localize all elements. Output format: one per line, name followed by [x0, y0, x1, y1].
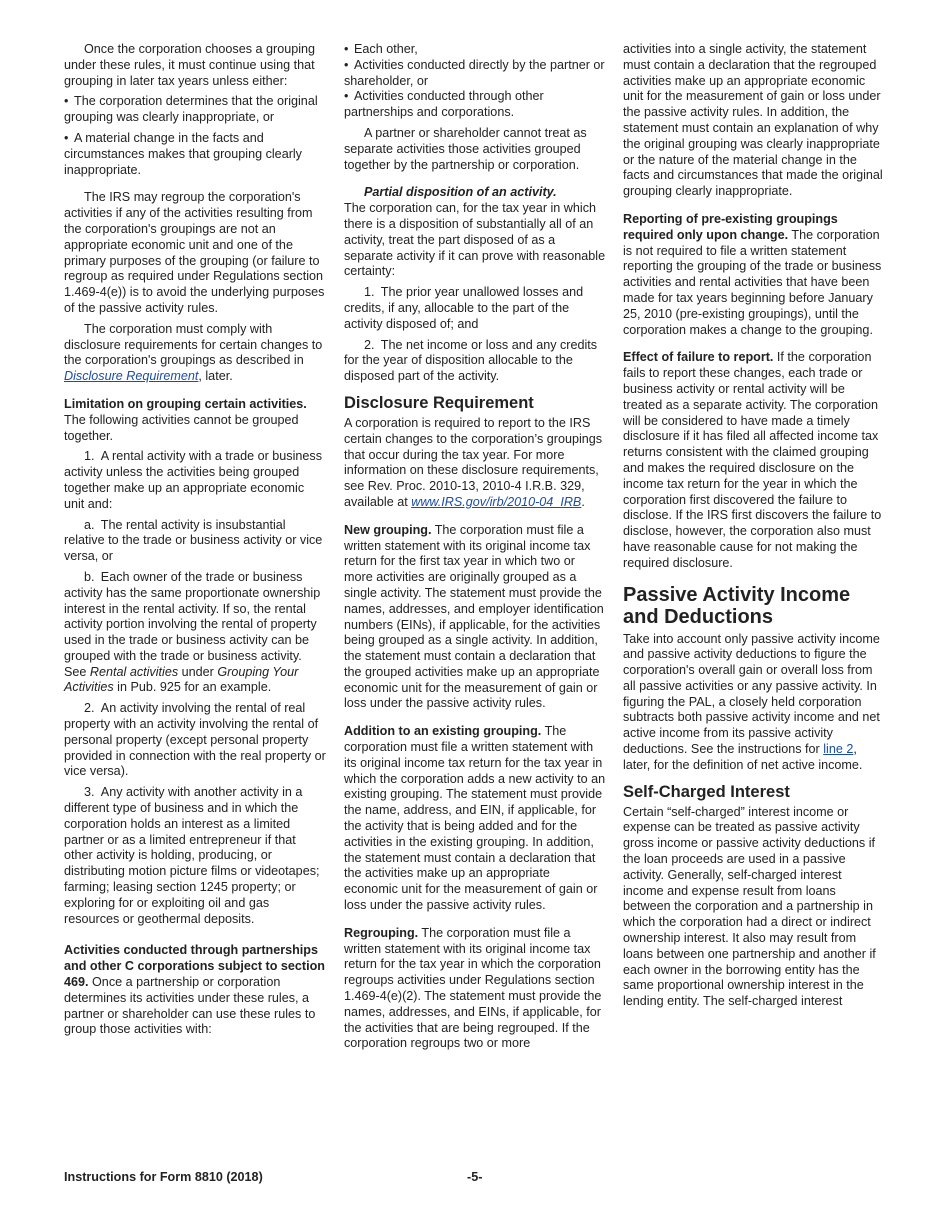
column-2	[344, 42, 606, 1057]
paragraph: A partner or shareholder cannot treat as separate activities those activities grouped together by the partnership or corporation.	[344, 125, 587, 172]
paragraph: Activities conducted through partnerships and other C corporations subject to section 469. Once a partnership or corporation determines its activities under these rules, a partner or shareholder can use these rules to group those activities with:	[64, 943, 326, 1037]
form-title: Instructions for Form 8810 (2018)	[64, 1170, 263, 1184]
numbered-item: 1. The prior year unallowed losses and credits, if any, allocable to the part of the activity disposed of; and	[344, 285, 584, 331]
paragraph: New grouping. The corporation must file a written statement with its original income tax return for the first tax year in which two or more activities are originally grouped as a single activity. The statement must provide the names, addresses, and employer identification numbers (EINs), if applicable, for the activities being grouped as a single activity. In addition, the statement must contain a declaration that the grouped activities make up an appropriate economic unit for the measurement of gain or loss under the passive activity rules.	[344, 522, 604, 711]
paragraph: Effect of failure to report. If the corporation fails to report these changes, each trade or business activity or rental activity will be treated as a separate activity. The corporation will be considered to have made a timely disclosure if it has filed all affected income tax returns consistent with the claimed grouping and makes the required disclosure on the income tax return for the year in which the corporation first discovered the failure to disclose. If the IRS first discovers the failure to disclose, however, the corporation also must have reasonable cause for not making the required disclosure.	[623, 350, 882, 570]
section-heading: Disclosure Requirement	[344, 393, 534, 412]
paragraph: Regrouping. The corporation must file a written statement with its original income tax return for the tax year in which the corporation regroups activities under Regulations section 1.469-4(e)(2). The statement must provide the names, addresses, and EINs, if applicable, for the activities that are being regrouped. If the corporation regroups two or more	[344, 925, 602, 1051]
bullet-item: • A material change in the facts and circumstances makes that grouping clearly inappropriate.	[64, 130, 302, 177]
paragraph: Take into account only passive activity income and passive activity deductions to figure the corporation's overall gain or overall loss from all passive activities or any passive activity. In figuring the PAL, a closely held corporation subtracts both passive activity income and net active income from its passive activity deductions. See the instructions for line 2, later, for the definition of net active income.	[623, 631, 880, 772]
run-in-heading: Regrouping.	[344, 925, 419, 940]
paragraph: The corporation can, for the tax year in which there is a disposition of substantially all of an activity, treat the part disposed of as a separate activity if it can prove with reasonable certainty:	[344, 201, 606, 279]
bullet-item: • Activities conducted directly by the partner or shareholder, or	[344, 57, 605, 88]
bullet-item: • Activities conducted through other partnerships and corporations.	[344, 89, 544, 120]
run-in-heading: Effect of failure to report.	[623, 350, 774, 365]
section-heading: Self-Charged Interest	[623, 782, 790, 801]
line-2-link[interactable]: line 2	[823, 742, 854, 757]
paragraph: Reporting of pre-existing groupings required only upon change. The corporation is not required to file a written statement reporting the grouping of the trade or business activities and rental activities that have been made for tax years beginning before January 25, 2010 (pre-existing groupings), until the corporation makes a change to the grouping.	[623, 211, 882, 337]
run-in-heading: Activities conducted through partnerships and other C corporations subject to section 469.	[64, 943, 326, 990]
section-heading: Passive Activity Income and Deductions	[623, 583, 851, 628]
bullet-icon: •	[64, 94, 69, 109]
column-1	[64, 42, 326, 1043]
page-number: -5-	[467, 1170, 483, 1184]
lettered-item: b. Each owner of the trade or business activity has the same proportionate ownership interest in the rental activity. If so, the rental activity portion involving the rental of property used in the trade or business activity can be grouped with the trade or business activity. See Rental activities under Grouping Your Activities in Pub. 925 for an example.	[64, 569, 321, 695]
lettered-item: a. The rental activity is insubstantial relative to the trade or business activity or vice versa, or	[64, 517, 323, 564]
run-in-heading: New grouping.	[344, 522, 432, 537]
column-3	[623, 42, 885, 1015]
run-in-heading: Limitation on grouping certain activities.	[64, 396, 307, 411]
paragraph: The IRS may regroup the corporation's activities if any of the activities resulting from the corporation's groupings are not an appropriate economic unit and one of the primary purposes of the grouping (or failure to regroup as required under Regulations section 1.469-4(e)) is to avoid the underlying purposes of the passive activity rules.	[64, 190, 325, 315]
run-in-heading: Partial disposition of an activity.	[364, 185, 557, 200]
bullet-icon: •	[344, 42, 349, 56]
irb-link[interactable]: www.IRS.gov/irb/2010-04_IRB	[411, 494, 582, 509]
bullet-icon: •	[344, 89, 349, 104]
paragraph: Once the corporation chooses a grouping under these rules, it must continue using that grouping in later tax years unless either:	[64, 42, 316, 88]
disclosure-requirement-link[interactable]: Disclosure Requirement	[64, 369, 199, 384]
run-in-heading: Reporting of pre-existing groupings required only upon change.	[623, 211, 838, 242]
bullet-item: • Each other,	[344, 42, 418, 56]
numbered-item: 2. The net income or loss and any credits for the year of disposition allocable to the disposed part of the activity.	[344, 337, 598, 384]
numbered-item: 3. Any activity with another activity in a different type of business and in which the corporation holds an interest as a limited partner or as a limited entrepreneur if that other activity is holding, producing, or distributing motion picture films or videotapes; farming; leasing section 1245 property; or exploring for or exploiting oil and gas resources or geothermal deposits.	[64, 785, 320, 926]
numbered-item: 2. An activity involving the rental of real property with an activity involving the rental of personal property (except personal property provided in connection with the real property or vice versa).	[64, 701, 326, 779]
paragraph: Addition to an existing grouping. The corporation must file a written statement with its original income tax return for the tax year in which the corporation adds a new activity to an existing grouping. The statement must provide the name, address, and EIN, if applicable, for the activity that is being added and for the activities in the existing grouping. In addition, the statement must contain a declaration that the activities make up an appropriate economic unit for the measurement of gain or loss under the passive activity rules.	[344, 724, 606, 913]
paragraph: Limitation on grouping certain activities. The following activities cannot be grouped together.	[64, 396, 307, 443]
paragraph: The corporation must comply with disclosure requirements for certain changes to the corporation's groupings as described in Disclosure Requirement, later.	[64, 321, 323, 384]
run-in-heading: Addition to an existing grouping.	[344, 724, 542, 739]
bullet-icon: •	[344, 57, 349, 72]
bullet-icon: •	[64, 130, 69, 145]
paragraph: Certain “self-charged” interest income or expense can be treated as passive activity gross income or passive activity deductions if the loan proceeds are used in a passive activity. Generally, self-charged interest income and expense result from loans between the corporation and a partnership in which the corporation had a direct or indirect ownership interest. It also may result from loans between one partnership and another if each owner in the borrowing entity has the same proportional ownership interest in the lending entity. The self-charged interest	[623, 804, 876, 1009]
paragraph: A corporation is required to report to the IRS certain changes to the corporation’s groupings that occur during the tax year. For more information on these disclosure requirements, see Rev. Proc. 2010-13, 2010-4 I.R.B. 329, available at www.IRS.gov/irb/2010-04_IRB.	[344, 415, 603, 509]
numbered-item: 1. A rental activity with a trade or business activity unless the activities being grouped together make up an appropriate economic unit and:	[64, 449, 322, 511]
paragraph: activities into a single activity, the statement must contain a declaration that the regrouped activities make up an appropriate economic unit for the measurement of gain or loss under the passive activity rules. In addition, the statement must contain an explanation of why the original grouping was clearly inappropriate or the nature of the material change in the facts and circumstances that made the original grouping clearly inappropriate.	[623, 42, 883, 199]
bullet-item: • The corporation determines that the original grouping was clearly inappropriate, or	[64, 94, 318, 125]
